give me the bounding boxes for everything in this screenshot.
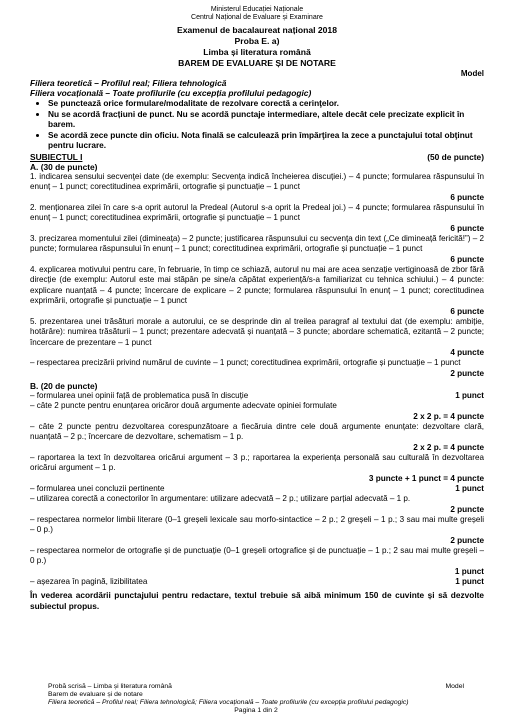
document-page: [30, 6, 484, 611]
item-b3-text: – câte 2 puncte pentru dezvoltarea corespunzătoare a fiecăruia dintre cele două argumente enunțate: dezvoltare clară, nuanțată – 2 p.; încercare de dezvoltare, schematism – 1 p.: [30, 421, 484, 441]
item-b3-points: 2 x 2 p. = 4 puncte: [413, 442, 484, 452]
subject-name: Limba și literatura română: [203, 47, 311, 57]
subiect-header: [30, 152, 484, 162]
item-a2-points: 6 puncte: [450, 223, 484, 233]
item-b7-text: – respectarea normelor limbii literare (0–1 greșeli lexicale sau morfo-sintactice – 2 p.; 2 greșeli – 1 p.; 3 sau mai multe greșeli – 0 p.): [30, 514, 484, 534]
item-b2-points: 2 x 2 p. = 4 puncte: [413, 411, 484, 421]
item-b4-points: 3 puncte + 1 punct = 4 puncte: [368, 473, 484, 483]
section-a-title: A. (30 de puncte): [30, 161, 98, 172]
item-b9: [30, 577, 484, 588]
item-b8-text: – respectarea normelor de ortografie și de punctuație (0–1 greșeli ortografice și de punctuație – 1 p.; 2 sau mai multe greșeli – 0 p.): [30, 545, 484, 565]
rules-list: [30, 98, 484, 151]
item-b9-points: 1 punct: [455, 576, 484, 586]
barem-title: BAREM DE EVALUARE ȘI DE NOTARE: [178, 58, 336, 68]
model-label: Model: [460, 69, 484, 78]
item-a3-points: 6 puncte: [450, 254, 484, 264]
filiera-line-1: Filiera teoretică – Profilul real; Filiera tehnologică: [30, 78, 227, 88]
subiect-title: SUBIECTUL I: [30, 151, 83, 162]
footer-line-2: Barem de evaluare și de notare: [48, 691, 143, 698]
center-name: Centrul Național de Evaluare și Examinare: [191, 14, 323, 21]
ministry-name: Ministerul Educației Naționale: [210, 6, 304, 13]
section-b-title: B. (20 de puncte): [30, 380, 98, 391]
item-b4-text: – raportarea la text în dezvoltarea oricărui argument – 3 p.; raportarea la experiența personală sau culturală în dezvoltarea oricărui argument – 1 p.: [30, 452, 484, 472]
item-a3-text: 3. precizarea momentului zilei (dimineața) – 2 puncte; justificarea răspunsului cu secvența din text („Ce dimineață fericită!”) – 2 puncte; formularea răspunsului în enunț – 1 punct; corectitudinea exprimării, ortografie și punctuație – 1 punct: [30, 233, 484, 253]
item-b2-text: – câte 2 puncte pentru enunțarea oricăror două argumente adecvate opiniei formulate: [30, 401, 337, 410]
item-b9-text: – așezarea în pagină, lizibilitatea: [30, 576, 148, 586]
item-a2-text: 2. menționarea zilei în care s-a oprit autorul la Predeal (Autorul s-a oprit la Predeal joi.) – 4 puncte; formularea răspunsului în enunț – 1 punct; corectitudinea exprimării, ortografie și punctuație – 1 punct: [30, 202, 484, 222]
item-a4-text: 4. explicarea motivului pentru care, în februarie, în timp ce schiază, autorul nu mai are acea senzație vertiginoasă de zbor fără direcție (de exemplu: Autorul este mai stăpân pe sine/a căpătat experiență/s-a familiarizat cu tehnica schiului.) – 4 puncte: explicare nuanțată – 4 puncte; încercare de explicare – 2 puncte; formularea răspunsului în enunț – 1 punct; corectitudinea exprimării, ortografie și punctuație – 1 punct: [30, 264, 484, 305]
item-a5-text-2: – respectarea precizării privind numărul de cuvinte – 1 punct; corectitudinea exprimării, ortografie și punctuație – 1 punct: [30, 358, 461, 367]
final-note: În vederea acordării punctajului pentru redactare, textul trebuie să aibă minimum 150 de cuvinte și să dezvolte subiectul propus.: [30, 590, 484, 611]
item-b7-points: 2 puncte: [450, 535, 484, 545]
filiera-line-2: Filiera vocațională – Toate profilurile (cu excepția profilului pedagogic): [30, 88, 312, 98]
item-b5-text: – formularea unei concluzii pertinente: [30, 483, 165, 493]
item-a1-points: 6 puncte: [450, 192, 484, 202]
page-footer: [48, 683, 464, 715]
rule-item: • Nu se acordă fracțiuni de punct. Nu se acordă punctaje intermediare, altele decât cele precizate explicit în barem.: [48, 109, 484, 130]
footer-row: [48, 683, 464, 691]
page-number: Pagina 1 din 2: [234, 707, 278, 714]
item-a5-text: 5. prezentarea unei trăsături morale a autorului, ce se desprinde din al treilea paragraf al textului dat (de exemplu: ambiție, hotărâre): numirea trăsăturii – 1 punct; prezentare adecvată și nuanțată – 3 puncte; abordare schematică, ezitantă – 2 puncte; încercare de prezentare – 1 punct: [30, 316, 484, 347]
item-b8-points: 1 punct: [454, 566, 484, 576]
footer-model: Model: [445, 683, 464, 690]
rule-item: • Se punctează orice formulare/modalitate de rezolvare corectă a cerinţelor.: [48, 98, 484, 109]
proba: Proba E. a): [234, 36, 280, 46]
footer-line-1: Probă scrisă – Limba și literatura română: [48, 683, 172, 690]
item-a4-points: 6 puncte: [450, 306, 484, 316]
item-b5: [30, 484, 484, 495]
item-b1-text: – formularea unei opinii față de problematica pusă în discuție: [30, 390, 249, 400]
subiect-points: (50 de puncte): [427, 151, 484, 162]
item-b6-text: – utilizarea corectă a conectorilor în argumentare: utilizare adecvată – 2 p.; utilizare parțial adecvată – 1 p.: [30, 494, 411, 503]
footer-line-3: Filiera teoretică – Profilul real; Filiera tehnologică; Filiera vocațională – Toate profilurile (cu excepția profilului pedagogic): [48, 699, 409, 706]
item-b1: [30, 391, 484, 402]
item-b5-points: 1 punct: [455, 483, 484, 493]
item-a1-text: 1. indicarea sensului secvenţei date (de exemplu: Secvența indică încheierea discuției.) – 4 puncte; formularea răspunsului în enunț – 1 punct; corectitudinea exprimării, ortografie și punctuație – 1 punct: [30, 171, 484, 191]
exam-title: Examenul de bacalaureat național 2018: [176, 25, 337, 35]
item-a5-inline-points: 4 puncte: [450, 348, 484, 357]
item-b1-points: 1 punct: [455, 390, 484, 400]
rule-item: • Se acordă zece puncte din oficiu. Nota finală se calculează prin împărţirea la zece a punctajului total obţinut pentru lucrare.: [48, 130, 484, 151]
item-a5-points: 2 puncte: [450, 368, 484, 378]
item-b6-points: 2 puncte: [450, 504, 484, 514]
